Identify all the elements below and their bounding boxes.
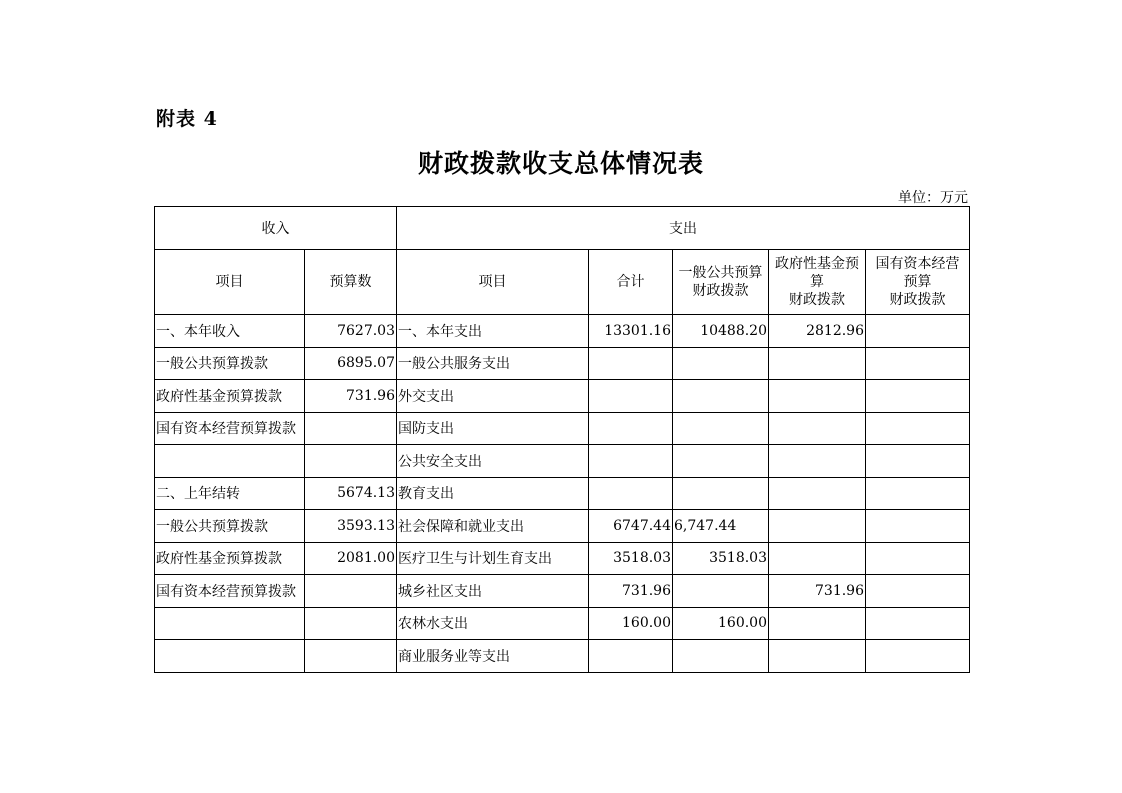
cell-total: 6747.44 [589, 510, 673, 543]
page-title: 财政拨款收支总体情况表 [417, 149, 704, 178]
cell-gov-fund [769, 445, 866, 478]
cell-gov-fund [769, 347, 866, 380]
cell-total: 731.96 [589, 575, 673, 608]
cell-expense-item: 外交支出 [397, 380, 589, 413]
header-gov-fund-line: 算 [810, 274, 824, 290]
cell-income-item: 政府性基金预算拨款 [155, 542, 305, 575]
cell-income-budget [305, 640, 397, 673]
cell-expense-item: 一、本年支出 [397, 315, 589, 348]
cell-expense-item: 商业服务业等支出 [397, 640, 589, 673]
table-row [155, 347, 970, 380]
header-gov-fund [769, 250, 866, 315]
cell-general-public [673, 445, 769, 478]
cell-gov-fund: 731.96 [769, 575, 866, 608]
cell-income-budget: 2081.00 [305, 542, 397, 575]
cell-state-capital [866, 477, 970, 510]
unit-label: 单位：万元 [898, 190, 968, 206]
cell-state-capital [866, 380, 970, 413]
cell-general-public [673, 477, 769, 510]
header-income-item: 项目 [155, 250, 305, 315]
header-expense-item: 项目 [397, 250, 589, 315]
header-state-capital-line: 国有资本经营 [875, 256, 960, 272]
table-row [155, 542, 970, 575]
cell-income-item: 一般公共预算拨款 [155, 510, 305, 543]
cell-income-item [155, 445, 305, 478]
cell-total [589, 347, 673, 380]
cell-state-capital [866, 640, 970, 673]
cell-general-public: 3518.03 [673, 542, 769, 575]
cell-income-item: 一、本年收入 [155, 315, 305, 348]
cell-income-budget: 7627.03 [305, 315, 397, 348]
table-row [155, 315, 970, 348]
fiscal-appropriation-table [154, 206, 970, 673]
cell-total: 160.00 [589, 607, 673, 640]
column-header-row [155, 250, 970, 315]
cell-general-public: 6,747.44 [673, 510, 769, 543]
cell-state-capital [866, 575, 970, 608]
cell-income-item: 二、上年结转 [155, 477, 305, 510]
cell-gov-fund [769, 510, 866, 543]
cell-gov-fund [769, 542, 866, 575]
cell-income-item: 国有资本经营预算拨款 [155, 575, 305, 608]
header-state-capital [866, 250, 970, 315]
cell-total [589, 445, 673, 478]
cell-state-capital [866, 542, 970, 575]
cell-expense-item: 国防支出 [397, 412, 589, 445]
cell-gov-fund [769, 477, 866, 510]
cell-gov-fund [769, 412, 866, 445]
header-gov-fund-line: 政府性基金预 [775, 256, 859, 272]
cell-state-capital [866, 510, 970, 543]
header-total: 合计 [589, 250, 673, 315]
table-row [155, 575, 970, 608]
cell-income-budget: 731.96 [305, 380, 397, 413]
cell-income-item [155, 640, 305, 673]
cell-income-budget: 3593.13 [305, 510, 397, 543]
cell-expense-item: 农林水支出 [397, 607, 589, 640]
cell-expense-item: 一般公共服务支出 [397, 347, 589, 380]
table-row [155, 640, 970, 673]
table-row [155, 477, 970, 510]
group-header-row [155, 207, 970, 250]
header-income-budget: 预算数 [305, 250, 397, 315]
cell-general-public [673, 575, 769, 608]
table-row [155, 510, 970, 543]
attachment-label: 附表 4 [156, 108, 218, 130]
cell-general-public [673, 412, 769, 445]
cell-expense-item: 社会保障和就业支出 [397, 510, 589, 543]
cell-total [589, 640, 673, 673]
cell-income-budget: 5674.13 [305, 477, 397, 510]
expenditure-group-header: 支出 [397, 207, 970, 250]
header-general-public [673, 250, 769, 315]
cell-total [589, 412, 673, 445]
header-state-capital-line: 预算 [903, 274, 932, 290]
cell-expense-item: 公共安全支出 [397, 445, 589, 478]
cell-income-item [155, 607, 305, 640]
cell-expense-item: 医疗卫生与计划生育支出 [397, 542, 589, 575]
cell-income-budget: 6895.07 [305, 347, 397, 380]
cell-total [589, 380, 673, 413]
cell-income-item: 一般公共预算拨款 [155, 347, 305, 380]
table-row [155, 380, 970, 413]
cell-general-public: 160.00 [673, 607, 769, 640]
table-row [155, 445, 970, 478]
cell-general-public [673, 640, 769, 673]
table-row [155, 412, 970, 445]
cell-state-capital [866, 347, 970, 380]
cell-income-item: 国有资本经营预算拨款 [155, 412, 305, 445]
cell-gov-fund [769, 640, 866, 673]
cell-state-capital [866, 607, 970, 640]
cell-general-public: 10488.20 [673, 315, 769, 348]
cell-state-capital [866, 315, 970, 348]
cell-income-item: 政府性基金预算拨款 [155, 380, 305, 413]
header-general-public-line: 财政拨款 [692, 283, 749, 299]
cell-general-public [673, 347, 769, 380]
header-gov-fund-line: 财政拨款 [789, 292, 845, 308]
cell-income-budget [305, 575, 397, 608]
header-general-public-line: 一般公共预算 [678, 265, 763, 281]
cell-total: 13301.16 [589, 315, 673, 348]
cell-general-public [673, 380, 769, 413]
cell-income-budget [305, 607, 397, 640]
cell-gov-fund [769, 607, 866, 640]
cell-total [589, 477, 673, 510]
cell-expense-item: 城乡社区支出 [397, 575, 589, 608]
cell-gov-fund [769, 380, 866, 413]
cell-income-budget [305, 412, 397, 445]
cell-state-capital [866, 445, 970, 478]
cell-gov-fund: 2812.96 [769, 315, 866, 348]
table-row [155, 607, 970, 640]
cell-income-budget [305, 445, 397, 478]
cell-state-capital [866, 412, 970, 445]
income-group-header: 收入 [155, 207, 397, 250]
header-state-capital-line: 财政拨款 [889, 292, 946, 308]
cell-total: 3518.03 [589, 542, 673, 575]
cell-expense-item: 教育支出 [397, 477, 589, 510]
